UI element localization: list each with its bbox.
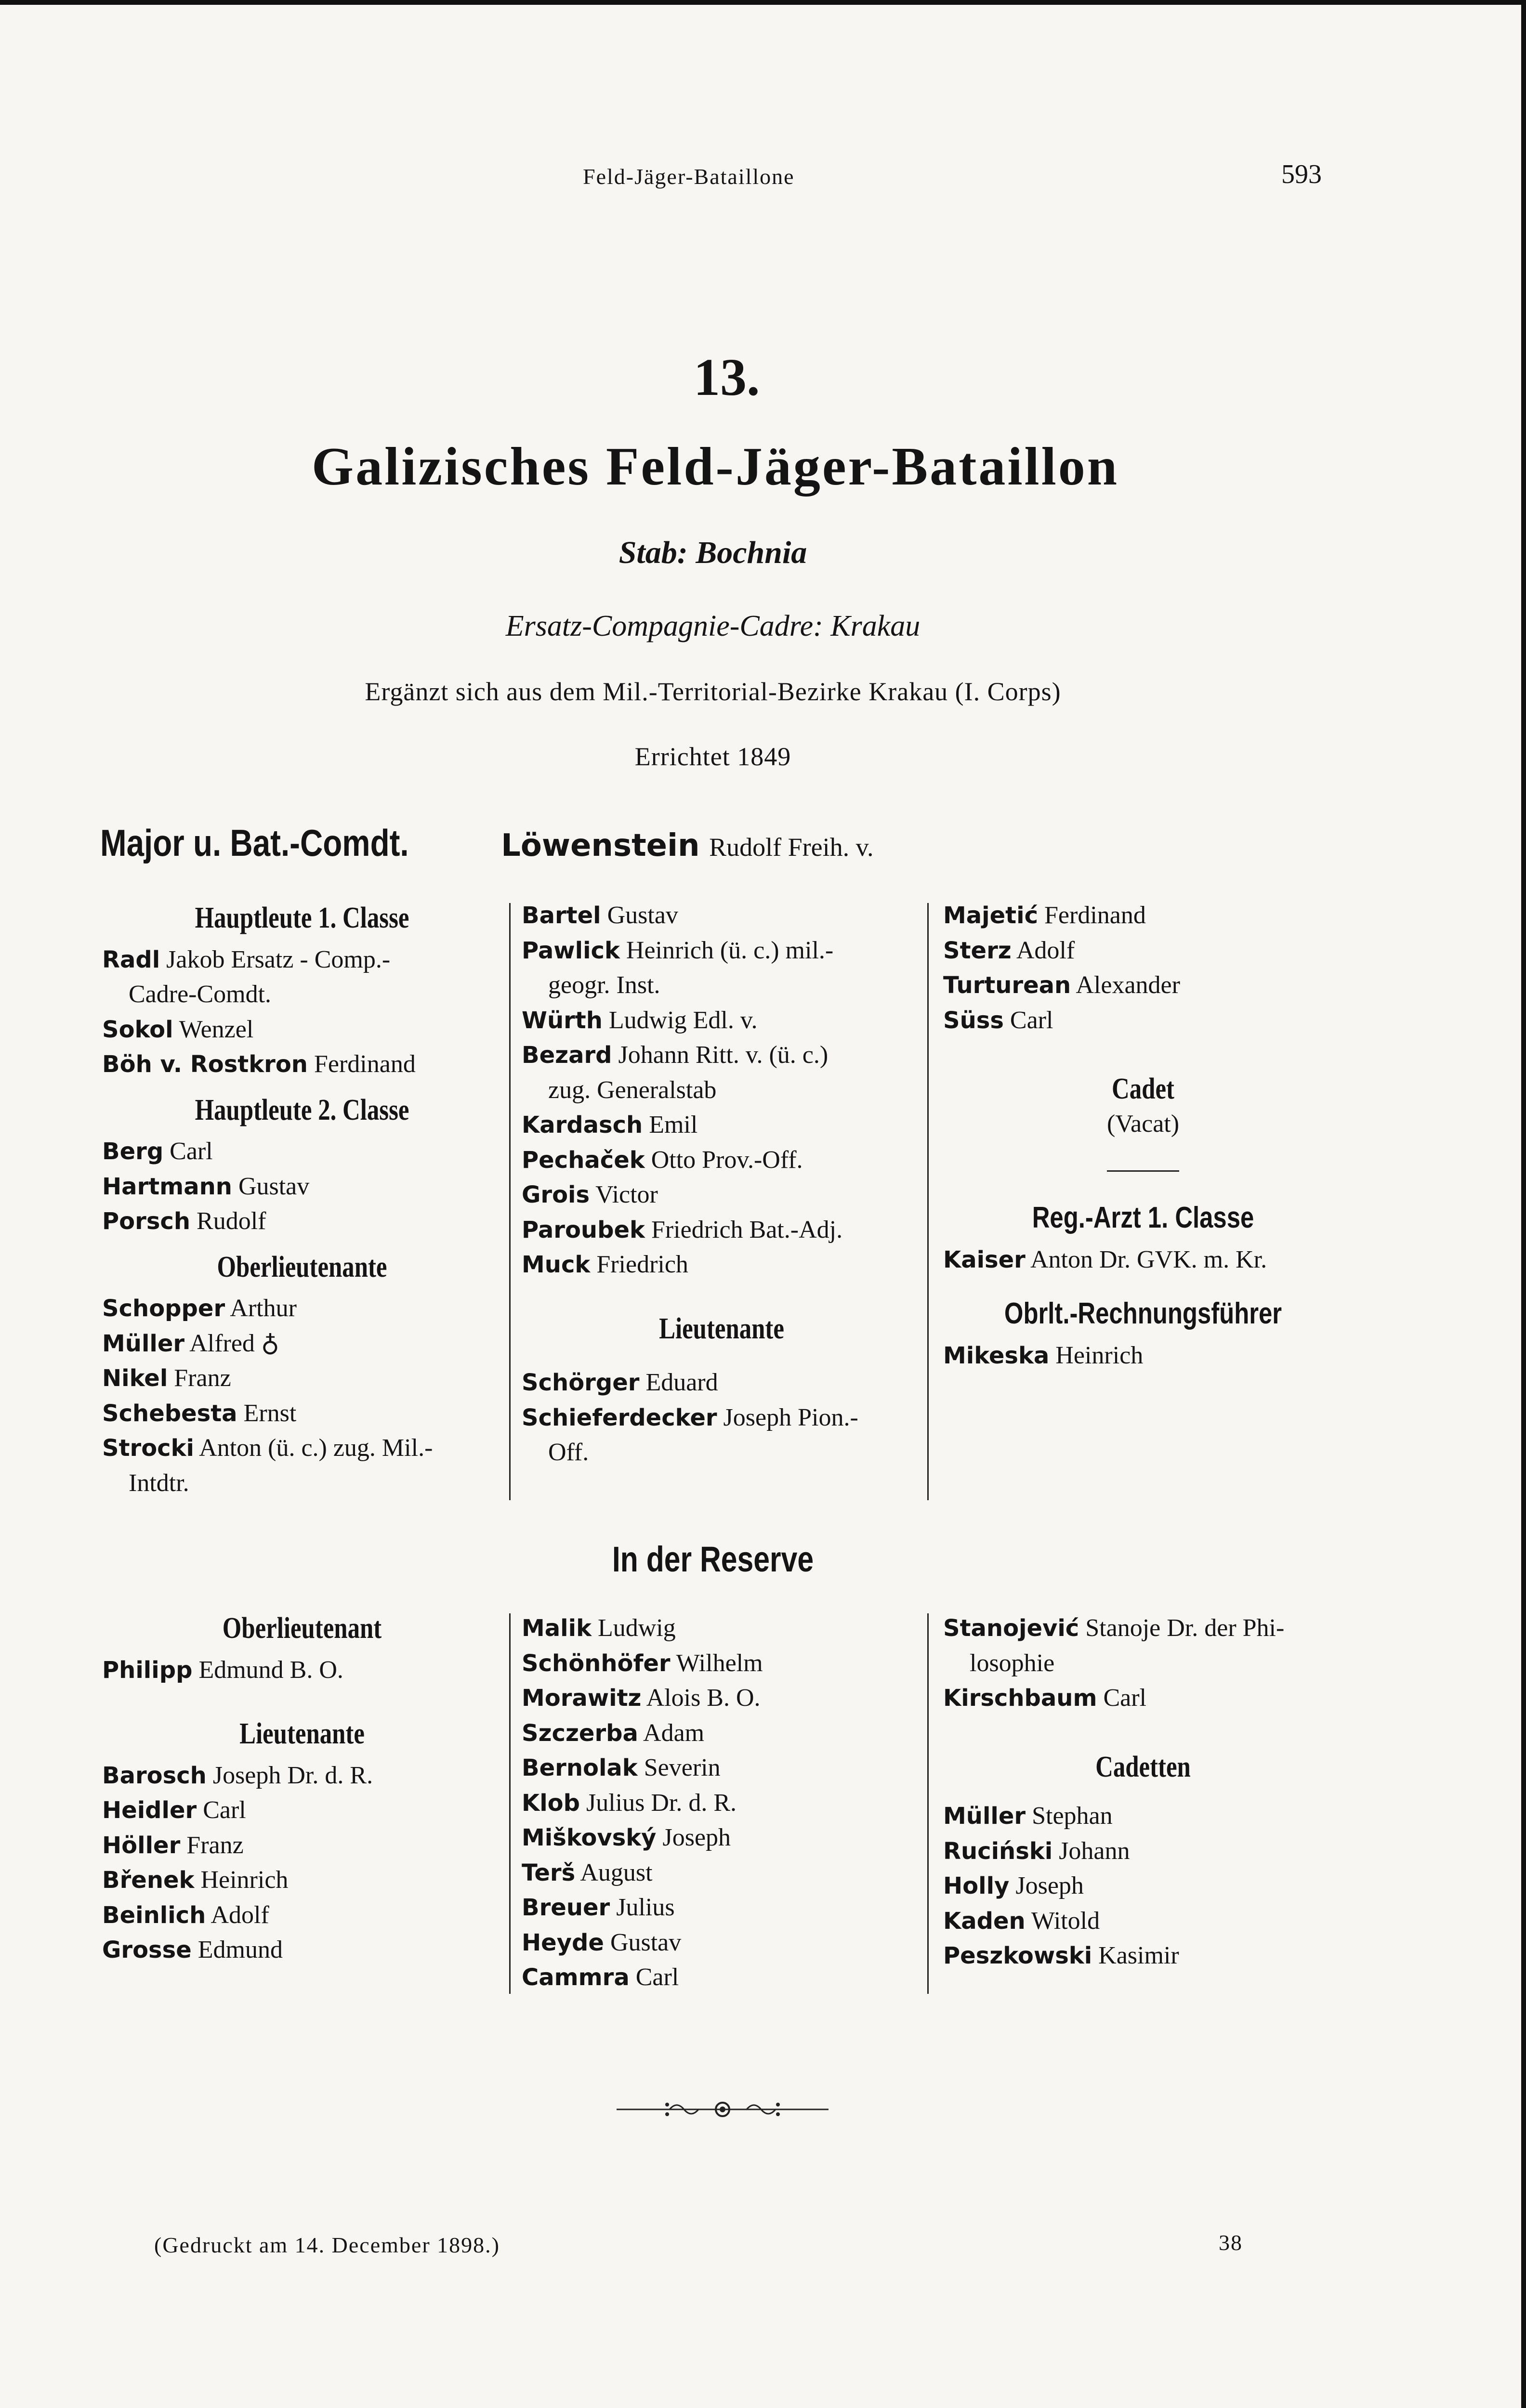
- scan-border-top: [0, 0, 1526, 5]
- person-surname: Porsch: [102, 1208, 191, 1235]
- person-surname: Pechaček: [522, 1146, 645, 1174]
- running-head: Feld-Jäger-Bataillone: [583, 164, 795, 189]
- person-surname: Würth: [522, 1007, 603, 1034]
- person-details: Gustav: [238, 1172, 310, 1200]
- person-details: Joseph: [1015, 1872, 1084, 1899]
- list-item: [943, 1938, 1343, 1974]
- name-list: [943, 1243, 1343, 1278]
- person-details: Intdtr.: [129, 1469, 189, 1497]
- person-details: Franz: [186, 1831, 244, 1859]
- person-details: Carl: [170, 1138, 213, 1165]
- list-item: [943, 1243, 1343, 1278]
- separator-dash: [1107, 1170, 1179, 1172]
- active-column-1: [102, 901, 502, 1501]
- person-details: Rudolf: [197, 1207, 266, 1235]
- cadet-vacat: (Vacat): [1106, 1110, 1180, 1138]
- list-item: [102, 1169, 502, 1204]
- person-surname: Süss: [943, 1007, 1004, 1034]
- list-item: [522, 1856, 921, 1891]
- name-list: [102, 1134, 502, 1239]
- person-details: Carl: [635, 1963, 679, 1991]
- list-item: [522, 898, 921, 933]
- list-item: [522, 1925, 921, 1961]
- person-details: Gustav: [610, 1928, 682, 1956]
- ersatz-line: Ersatz-Compagnie-Cadre: Krakau: [505, 610, 921, 642]
- commander-rank: Major u. Bat.-Comdt.: [100, 822, 409, 864]
- section-heading-cadet: Cadet: [1112, 1073, 1174, 1105]
- person-details: Edmund B. O.: [198, 1656, 343, 1684]
- list-item: [522, 1681, 921, 1716]
- person-details: Joseph Dr. d. R.: [212, 1761, 373, 1789]
- person-surname: Szczerba: [522, 1719, 638, 1747]
- person-details: Kasimir: [1098, 1942, 1179, 1969]
- person-details: losophie: [970, 1649, 1055, 1677]
- person-details: Alois B. O.: [646, 1684, 761, 1712]
- reserve-column-1: [102, 1611, 502, 1968]
- person-surname: Schörger: [522, 1369, 640, 1396]
- person-surname: Bernolak: [522, 1754, 638, 1781]
- active-column-3: [943, 898, 1343, 1373]
- person-surname: Strocki: [102, 1435, 194, 1462]
- list-item: [102, 1396, 502, 1431]
- list-item: [943, 1611, 1343, 1646]
- person-surname: Grois: [522, 1181, 590, 1208]
- person-details: Heinrich: [1055, 1341, 1144, 1369]
- person-surname: Sterz: [943, 937, 1012, 964]
- section-heading-oberlieutenant: Oberlieutenant: [222, 1612, 382, 1645]
- errichtet-line: Errichtet 1849: [634, 742, 791, 771]
- battalion-title: Galizisches Feld-Jäger-Bataillon: [311, 437, 1119, 497]
- person-surname: Heyde: [522, 1929, 604, 1956]
- person-surname: Schieferdecker: [522, 1404, 717, 1431]
- person-details: Ludwig: [597, 1614, 676, 1642]
- list-item: [522, 1073, 921, 1108]
- list-item: [522, 1365, 921, 1400]
- person-surname: Miškovský: [522, 1824, 657, 1851]
- person-details: Adolf: [210, 1901, 269, 1929]
- list-item: [943, 1799, 1343, 1834]
- list-item: [102, 977, 502, 1012]
- list-item: [102, 1758, 502, 1793]
- list-item: [522, 1716, 921, 1751]
- list-item: [522, 1143, 921, 1178]
- ornament-divider: [617, 2100, 829, 2119]
- person-details: Severin: [644, 1754, 721, 1781]
- commander-line: [100, 821, 874, 865]
- list-item: [102, 1828, 502, 1863]
- person-surname: Breuer: [522, 1894, 610, 1921]
- person-details: Cadre-Comdt.: [129, 981, 272, 1008]
- person-surname: Beinlich: [102, 1901, 206, 1929]
- person-details: Stephan: [1032, 1802, 1113, 1830]
- list-item: [943, 1003, 1343, 1038]
- person-details: Anton Dr. GVK. m. Kr.: [1030, 1245, 1267, 1273]
- name-list: [102, 1758, 502, 1968]
- page-number: 593: [1281, 159, 1322, 189]
- list-item: [943, 1834, 1343, 1869]
- person-surname: Bezard: [522, 1042, 612, 1069]
- list-item: [522, 1890, 921, 1925]
- list-item: [522, 1247, 921, 1283]
- reserve-column-3: [943, 1611, 1343, 1974]
- person-surname: Nikel: [102, 1365, 168, 1392]
- list-item: [102, 942, 502, 978]
- list-item: [522, 1646, 921, 1681]
- name-list: [522, 1365, 921, 1470]
- person-surname: Turturean: [943, 972, 1071, 999]
- person-surname: Terš: [522, 1859, 576, 1886]
- person-surname: Bartel: [522, 902, 601, 929]
- person-details: Ernst: [243, 1399, 297, 1427]
- person-details: Jakob Ersatz - Comp.-: [166, 945, 391, 973]
- list-item: [102, 1326, 502, 1361]
- person-details: Anton (ü. c.) zug. Mil.-: [199, 1434, 433, 1462]
- person-details: Friedrich Bat.-Adj.: [651, 1216, 843, 1243]
- list-item: [522, 1003, 921, 1038]
- person-details: Carl: [203, 1796, 246, 1824]
- person-details: Alfred ♁: [189, 1329, 279, 1357]
- person-surname: Stanojević: [943, 1615, 1079, 1642]
- active-column-2: [522, 898, 921, 1470]
- list-item: [522, 1611, 921, 1646]
- person-details: Arthur: [230, 1295, 297, 1322]
- list-item: [943, 1338, 1343, 1374]
- person-surname: Kaden: [943, 1907, 1026, 1935]
- person-details: Friedrich: [596, 1251, 688, 1278]
- person-details: Johann Ritt. v. (ü. c.): [618, 1041, 829, 1069]
- name-list: [943, 898, 1343, 1038]
- person-details: Eduard: [645, 1369, 718, 1396]
- column-rule: [509, 903, 511, 1500]
- list-item: [522, 1400, 921, 1436]
- reserve-column-2: [522, 1611, 921, 1995]
- battalion-number: 13.: [694, 348, 760, 406]
- person-surname: Cammra: [522, 1964, 630, 1991]
- name-list: [102, 942, 502, 1082]
- list-item: [522, 1786, 921, 1821]
- stab-line: Stab: Bochnia: [618, 535, 807, 570]
- person-surname: Schönhöfer: [522, 1649, 671, 1677]
- person-details: Ludwig Edl. v.: [608, 1006, 758, 1034]
- list-item: [102, 1653, 502, 1688]
- person-surname: Klob: [522, 1789, 580, 1817]
- person-surname: Berg: [102, 1138, 164, 1165]
- list-item: [522, 1820, 921, 1856]
- person-details: Otto Prov.-Off.: [651, 1146, 803, 1174]
- list-item: [943, 1681, 1343, 1716]
- list-item: [102, 1047, 502, 1082]
- person-surname: Heidler: [102, 1797, 197, 1824]
- list-item: [102, 1898, 502, 1933]
- person-surname: Ruciński: [943, 1837, 1053, 1865]
- person-surname: Müller: [943, 1803, 1026, 1830]
- name-list: [102, 1291, 502, 1501]
- section-heading-hauptleute-2: Hauptleute 2. Classe: [195, 1093, 409, 1126]
- section-heading-lieutenante: Lieutenante: [659, 1312, 784, 1345]
- section-heading-reg-arzt: Reg.-Arzt 1. Classe: [1032, 1201, 1254, 1234]
- person-surname: Philipp: [102, 1656, 193, 1684]
- name-list: [943, 1338, 1343, 1374]
- column-rule: [509, 1613, 511, 1994]
- person-surname: Barosch: [102, 1762, 207, 1789]
- list-item: [522, 1435, 921, 1470]
- list-item: [102, 1361, 502, 1396]
- list-item: [102, 1134, 502, 1169]
- list-item: [522, 1038, 921, 1073]
- scan-border-right: [1521, 0, 1526, 2408]
- person-surname: Schopper: [102, 1295, 225, 1322]
- list-item: [943, 1904, 1343, 1939]
- person-surname: Radl: [102, 946, 160, 973]
- section-heading-cadetten: Cadetten: [1095, 1750, 1191, 1783]
- list-item: [522, 933, 921, 968]
- list-item: [522, 1213, 921, 1248]
- list-item: [943, 1869, 1343, 1904]
- person-surname: Hartmann: [102, 1173, 232, 1200]
- section-heading-oberlieutenante: Oberlieutenante: [217, 1250, 387, 1283]
- person-details: Joseph: [662, 1824, 731, 1851]
- person-details: Witold: [1031, 1907, 1100, 1935]
- person-details: Julius Dr. d. R.: [586, 1789, 737, 1817]
- person-details: Carl: [1010, 1006, 1053, 1034]
- person-details: August: [580, 1858, 653, 1886]
- section-heading-rechnungsfuehrer: Obrlt.-Rechnungsführer: [1004, 1297, 1282, 1330]
- list-item: [522, 968, 921, 1003]
- commander-surname: Löwenstein: [501, 828, 700, 864]
- list-item: [102, 1863, 502, 1898]
- print-date: (Gedruckt am 14. December 1898.): [154, 2233, 500, 2257]
- person-details: Victor: [595, 1181, 658, 1208]
- reserve-title: In der Reserve: [612, 1539, 814, 1579]
- list-item: [522, 1751, 921, 1786]
- person-surname: Břenek: [102, 1867, 195, 1894]
- person-surname: Kirschbaum: [943, 1685, 1097, 1712]
- person-details: Adam: [643, 1719, 705, 1747]
- name-list: [522, 898, 921, 1283]
- name-list: [522, 1611, 921, 1995]
- person-surname: Müller: [102, 1330, 185, 1357]
- person-surname: Morawitz: [522, 1685, 642, 1712]
- list-item: [943, 933, 1343, 968]
- person-details: Franz: [174, 1364, 231, 1392]
- person-details: Emil: [649, 1111, 698, 1139]
- list-item: [943, 968, 1343, 1003]
- person-details: Alexander: [1076, 971, 1180, 999]
- commander-given-name: Rudolf Freih. v.: [709, 833, 874, 862]
- person-details: Stanoje Dr. der Phi-: [1085, 1614, 1285, 1642]
- list-item: [102, 1012, 502, 1047]
- list-item: [102, 1466, 502, 1501]
- signature-mark: 38: [1219, 2230, 1243, 2255]
- person-details: Off.: [548, 1439, 589, 1466]
- person-surname: Holly: [943, 1872, 1010, 1899]
- person-surname: Kardasch: [522, 1112, 643, 1139]
- person-surname: Kaiser: [943, 1246, 1026, 1273]
- person-surname: Muck: [522, 1251, 591, 1278]
- list-item: [943, 898, 1343, 933]
- person-details: Wenzel: [179, 1015, 254, 1043]
- person-surname: Schebesta: [102, 1400, 237, 1427]
- name-list: [943, 1611, 1343, 1716]
- person-surname: Malik: [522, 1615, 592, 1642]
- person-details: Edmund: [197, 1936, 283, 1963]
- person-surname: Pawlick: [522, 937, 620, 964]
- section-heading-lieutenante: Lieutenante: [239, 1717, 365, 1750]
- person-details: Julius: [616, 1894, 675, 1921]
- list-item: [102, 1933, 502, 1968]
- person-surname: Sokol: [102, 1016, 173, 1043]
- column-rule: [927, 1613, 929, 1994]
- person-surname: Höller: [102, 1832, 181, 1859]
- person-details: Johann: [1059, 1837, 1130, 1865]
- reserve-title-wrap: [0, 1539, 1426, 1580]
- erganzt-line: Ergänzt sich aus dem Mil.-Territorial-Bezirke Krakau (I. Corps): [365, 677, 1061, 706]
- column-rule: [927, 903, 929, 1500]
- name-list: [943, 1799, 1343, 1974]
- person-surname: Majetić: [943, 902, 1039, 929]
- person-surname: Paroubek: [522, 1216, 645, 1243]
- person-surname: Peszkowski: [943, 1942, 1092, 1969]
- person-details: Heinrich: [200, 1866, 289, 1894]
- list-item: [102, 1204, 502, 1239]
- name-list: [102, 1653, 502, 1688]
- list-item: [102, 1291, 502, 1326]
- person-details: Wilhelm: [676, 1649, 763, 1677]
- person-details: Ferdinand: [314, 1050, 416, 1078]
- person-surname: Mikeska: [943, 1342, 1050, 1369]
- list-item: [522, 1108, 921, 1143]
- person-details: Gustav: [607, 902, 678, 929]
- list-item: [522, 1960, 921, 1995]
- person-surname: Grosse: [102, 1937, 192, 1963]
- person-surname: Böh v. Rostkron: [102, 1051, 308, 1078]
- person-details: Adolf: [1016, 936, 1075, 964]
- person-details: Heinrich (ü. c.) mil.-: [626, 936, 834, 964]
- list-item: [102, 1793, 502, 1828]
- person-details: geogr. Inst.: [548, 971, 660, 999]
- person-details: Joseph Pion.-: [723, 1403, 858, 1431]
- list-item: [943, 1646, 1343, 1681]
- person-details: zug. Generalstab: [548, 1076, 717, 1104]
- person-details: Carl: [1103, 1684, 1146, 1712]
- list-item: [522, 1178, 921, 1213]
- section-heading-hauptleute-1: Hauptleute 1. Classe: [195, 902, 409, 934]
- list-item: [102, 1431, 502, 1466]
- person-details: Ferdinand: [1044, 902, 1146, 929]
